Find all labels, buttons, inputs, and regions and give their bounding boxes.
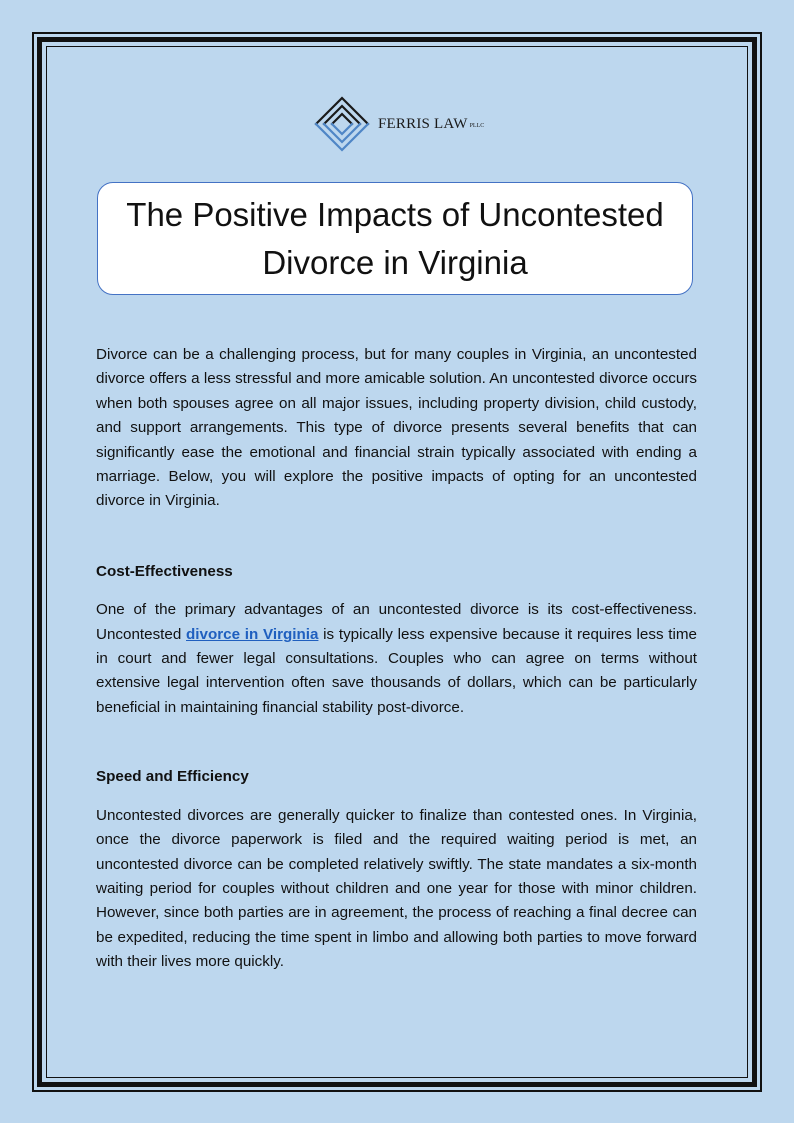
cost-text-before-link: One of the primary advantages of an uncontested divorce is its cost-effectiveness. Uncontested xyxy=(96,601,697,643)
section-paragraph-cost xyxy=(96,598,697,720)
page-title-line-1: The Positive Impacts of Uncontested xyxy=(126,195,664,233)
divorce-in-virginia-link[interactable]: divorce in Virginia xyxy=(186,625,319,643)
ferris-law-logo xyxy=(312,94,484,154)
intro-paragraph: Divorce can be a challenging process, but for many couples in Virginia, an uncontested divorce offers a less stressful and more amicable solution. An uncontested divorce occurs when both spouses agree on all major issues, including property division, child custody, and support arrangements. This type of divorce presents several benefits that can significantly ease the emotional and financial strain typically associated with ending a marriage. Below, you will explore the positive impacts of opting for an uncontested divorce in Virginia. xyxy=(96,346,697,510)
section-heading-cost: Cost-Effectiveness xyxy=(96,562,233,580)
logo-firm-suffix: PLLC xyxy=(469,123,485,129)
page-title-line-2: Divorce in Virginia xyxy=(262,243,528,281)
title-box xyxy=(97,182,693,295)
logo-firm-name: FERRIS LAW xyxy=(378,115,468,132)
page-title xyxy=(126,191,663,287)
ferris-law-chevron-logo-icon xyxy=(312,94,374,154)
section-paragraph-speed: Uncontested divorces are generally quicker to finalize than contested ones. In Virginia, once the divorce paperwork is filed and the required waiting period is met, an uncontested divorce can be completed relatively swiftly. The state mandates a six-month waiting period for couples without children and one year for those with minor children. However, since both parties are in agreement, the process of reaching a final decree can be expedited, reducing the time spent in limbo and allowing both parties to move forward with their lives more quickly. xyxy=(96,806,697,971)
section-heading-speed: Speed and Efficiency xyxy=(96,768,249,786)
article-body xyxy=(96,343,697,975)
cost-text-after-link: is typically less expensive because it requires less time in court and fewer legal consultations. Couples who can agree on terms without extensive legal intervention often save thousands of dollars, which can be particularly beneficial in maintaining financial stability post-divorce. xyxy=(96,625,697,716)
